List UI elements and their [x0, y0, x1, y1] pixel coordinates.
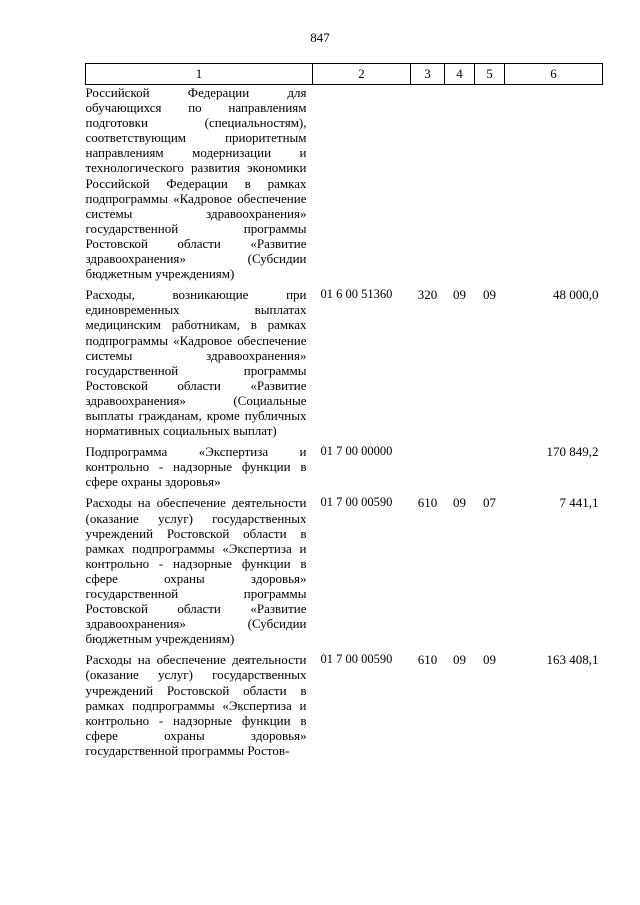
table-row — [86, 85, 603, 282]
column-header: 6 — [505, 64, 603, 85]
target-code: 01 6 00 51360 — [320, 287, 393, 302]
subsection-code — [475, 438, 505, 489]
amount — [505, 85, 603, 282]
column-header: 4 — [445, 64, 475, 85]
amount: 170 849,2 — [546, 444, 599, 460]
table-row — [86, 489, 603, 646]
table-row — [86, 646, 603, 758]
amount: 48 000,0 — [553, 287, 599, 303]
section-code — [445, 438, 475, 489]
amount: 7 441,1 — [559, 495, 599, 511]
section-code: 09 — [453, 287, 466, 303]
page-number: 847 — [310, 30, 330, 45]
subsection-code: 09 — [483, 287, 496, 303]
expense-type — [411, 438, 445, 489]
subsection-code: 07 — [483, 495, 496, 511]
table-row — [86, 281, 603, 438]
column-header: 3 — [411, 64, 445, 85]
column-header: 5 — [475, 64, 505, 85]
subsection-code: 09 — [483, 652, 496, 668]
table-header-row — [86, 64, 603, 85]
subsection-code — [475, 85, 505, 282]
expense-type: 610 — [417, 652, 438, 668]
row-description: Российской Федерации для обучающихся по направлениям подготовки (специальностям), соответствующим приоритетным направлениям модернизации и технологического развития экономики Российской Федерации в рамках подпрограммы «Кадровое обеспечение системы здравоохранения» государственной программы Ростовской области «Развитие здравоохранения» (Субсидии бюджетным учреждениям) — [85, 85, 307, 282]
row-description: Расходы, возникающие при единовременных выплатах медицинским работникам, в рамках подпрограммы «Кадровое обеспечение системы здравоохранения» государственной программы Ростовской области «Развитие здравоохранения» (Социальные выплаты гражданам, кроме публичных нормативных социальных выплат) — [85, 287, 307, 439]
target-code: 01 7 00 00000 — [320, 444, 393, 459]
target-code: 01 7 00 00590 — [320, 652, 393, 667]
section-code — [445, 85, 475, 282]
budget-table — [85, 63, 603, 758]
row-description: Расходы на обеспечение деятельности (оказание услуг) государственных учреждений Ростовской области в рамках подпрограммы «Экспертиза и контрольно - надзорные функции в сфере охраны здоровья» государственной программы Ростовской области «Развитие здравоохранения» (Субсидии бюджетным учреждениям) — [85, 495, 307, 647]
column-header: 1 — [86, 64, 313, 85]
expense-type: 320 — [417, 287, 438, 303]
section-code: 09 — [453, 495, 466, 511]
target-code — [313, 85, 411, 282]
target-code: 01 7 00 00590 — [320, 495, 393, 510]
row-description: Расходы на обеспечение деятельности (оказание услуг) государственных учреждений Ростовской области в рамках подпрограммы «Экспертиза и контрольно - надзорные функции в сфере охраны здоровья» государственной программы Ростов- — [85, 652, 307, 758]
section-code: 09 — [453, 652, 466, 668]
amount: 163 408,1 — [546, 652, 599, 668]
row-description: Подпрограмма «Экспертиза и контрольно - надзорные функции в сфере охраны здоровья» — [85, 444, 307, 490]
table-row — [86, 438, 603, 489]
expense-type — [411, 85, 445, 282]
column-header: 2 — [313, 64, 411, 85]
expense-type: 610 — [417, 495, 438, 511]
